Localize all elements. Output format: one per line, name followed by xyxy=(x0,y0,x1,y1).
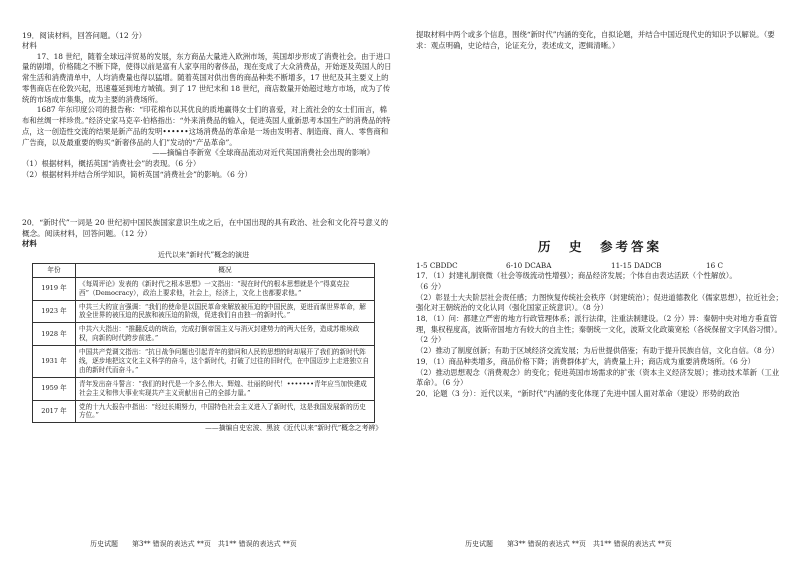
q19-paragraph-2: 1687 年东印度公司的报告称：“印花棉布以其优良的质地赢得女士们的喜爱，对上流社会的女士们而言，棉布和丝绸一样珍贵。”经济史家马克辛·伯格指出：“外来消费品的输入，促进英国人重新思考本国生产的消费品的特点，这一创造性交流的结果是新产品的发明••••••这场消费品的革命是一场由发明者、制造商、商人、零售商和广告商，以及最重要的购买“新奢侈品的人们”发动的“产品革命”。 xyxy=(22,105,391,147)
column-header-summary: 概况 xyxy=(76,263,375,277)
row-summary: 党的十九大报告中指出：“经过长期努力，中国特色社会主义进入了新时代，这是我国发展新的历史方位。” xyxy=(76,400,375,423)
row-year: 1919 年 xyxy=(33,277,76,300)
mc-group: 16 C xyxy=(706,260,723,270)
answer-line: 18．（1）问：都建立严密的地方行政管理体系；派行法律，注重法制建设。（2 分）异：秦朝中央对地方垂直管理，集权程度高，波斯帝国地方有较大的自主性；秦朝统一文化，波斯文化政策宽松（各统保留文字风俗习惯）。（2 分） xyxy=(416,313,782,345)
mc-group: 1-5 CBDDC xyxy=(416,260,458,270)
column-header-year: 年份 xyxy=(33,263,76,277)
table-header-row xyxy=(33,263,375,277)
row-year: 1959 年 xyxy=(33,377,76,400)
row-summary: 中共三大的宣言强调：“我们的使命是以国民革命来解放被压迫的中国民族，更进而谋世界革命，解放全世界的被压迫的民族和被压迫的阶级，促进我们自由独一的新时代。” xyxy=(76,300,375,323)
row-summary: 青年发出奋斗誓言：“我们的时代是一个多么伟大、辉煌、壮丽的时代！•••••••青年应当加快建成社会主义和伟大事业实现共产主义贡献出自己的全部力量。” xyxy=(76,377,375,400)
answer-line: （2）彰显士大夫阶层社会责任感；力图恢复传统社会秩序（封建统治）；促进道德教化（儒家思想），拉近社会；强化对王朝统治的文化认同（强化国家正统意识）。（8 分） xyxy=(416,292,783,313)
row-summary: 中共六大指出：“推翻反动的统治，完成打倒帝国主义与消灭封建势力的两大任务，造成苏维埃政权，向新的时代跨步前进。” xyxy=(76,323,375,346)
row-year: 1931 年 xyxy=(33,346,76,378)
left-page xyxy=(22,30,394,434)
page-footer-right: 历史试题 第3** 错误的表达式 **页 共1** 错误的表达式 **页 xyxy=(465,540,672,548)
q19-attribution: ——摘编自李新宽《全球商品流动对近代英国消费社会出现的影响》 xyxy=(152,148,374,158)
row-summary: 《每周评论》发表的《新时代之根本思想》一文指出：“现在时代的根本思想就是个“得莫克拉西”（Democracy），政治上要求他，社会上，经济上，文化上也都要求他。” xyxy=(76,277,375,300)
answer-key-title: 历 史 参考答案 xyxy=(537,239,662,255)
row-year: 1928 年 xyxy=(33,323,76,346)
table-attribution: ——摘编自史宏波、黑波《近代以来“新时代”概念之考辨》 xyxy=(205,424,382,433)
q20-task: 提取材料中两个或多个信息，围绕“新时代”内涵的变化，自拟论题，并结合中国近现代史的知识予以解说。（要求：观点明确，史论结合，论证充分，表述成文，逻辑清晰。） xyxy=(416,30,775,50)
q19-subquestion-1: （1）根据材料，概括英国“消费社会”的表现。（6 分） xyxy=(22,159,201,169)
question-19-header: 19．阅读材料，回答问题。（12 分） xyxy=(22,31,147,40)
table-row xyxy=(33,400,375,423)
multiple-choice-answers xyxy=(416,261,784,271)
table-row xyxy=(33,377,375,400)
answer-line: （2）推动思想观念（消费观念）的变化；促进英国市场需求的扩张（资本主义经济发展）；推动技术革新（工业革命）。（6 分） xyxy=(416,367,780,388)
table-row xyxy=(33,323,375,346)
answer-line: （2）推动了制度创新；有助于区域经济交流发展；为后世提供借鉴；有助于提升民族自信，文化自信。（8 分） xyxy=(416,346,779,356)
table-caption: 近代以来“新时代”概念的演进 xyxy=(157,251,250,260)
mc-group: 11-15 DADCB xyxy=(611,260,662,270)
answer-line: 20．论题（3 分）：近代以来，“新时代”内涵的变化体现了先进中国人面对革命（建设）形势的政治 xyxy=(416,389,740,399)
answer-line: 19．（1）商品种类增多，商品价格下降；消费群体扩大，消费量上升；商店成为重要消费场所。（6 分） xyxy=(416,356,755,366)
table-row xyxy=(33,300,375,323)
new-era-concept-table xyxy=(32,251,375,423)
material-label: 材料 xyxy=(22,238,37,248)
answer-line: （6 分） xyxy=(416,281,446,291)
right-page xyxy=(416,30,784,400)
table-row xyxy=(33,346,375,378)
question-20-intro: 20．“新时代”一词是 20 世纪初中国民族国家意识生成之后，在中国出现的具有政治、社会和文化符号意义的概念。阅读材料，回答问题。（12 分） xyxy=(22,217,389,238)
q19-paragraph-1: 17、18 世纪，随着全球远洋贸易的发展，东方商品大量进入欧洲市场，英国却步形成了消费社会。由于进口量的剧增，价格随之不断下降，使得以前是富有人家享用的奢侈品，现在变成了大众消费品，开始逐及英国人的日常生活和消费清单中，人均消费量也得以猛增。随着英国对供出售的商品种类不断增多，17 世纪及其主要义上的零售商店在伦敦兴起，迅速蔓延到地方城镇。到了 17 世纪末和 18 世纪，商店数量开始超过地方市场，成为了传统的市场成市集集，成为主要的消费场所。 xyxy=(22,51,392,104)
mc-group: 6-10 DCABA xyxy=(506,260,552,270)
row-year: 2017 年 xyxy=(33,400,76,423)
row-year: 1923 年 xyxy=(33,300,76,323)
answer-line: 17．（1）封建礼制衰微（社会等级流动性增强）；商品经济发展；个体自由表达活跃（个性解放）。 xyxy=(416,271,737,281)
row-summary: 中国共产党调文指出：“抗日战争问题也引起青年的猎问和人民的思想的时却展开了我们的新时代阵线，逐步地把这文化主义科学的奋斗，这个新时代，打破了过往的旧时代，在中国迈步上走进独立自由的新时代而奋斗。” xyxy=(76,346,375,378)
table-row xyxy=(33,277,375,300)
material-label: 材料 xyxy=(22,41,37,50)
q19-subquestion-2: （2）根据材料并结合所学知识，简析英国“消费社会”的影响。（6 分） xyxy=(22,169,252,179)
page-footer-left: 历史试题 第3** 错误的表达式 **页 共1** 错误的表达式 **页 xyxy=(90,540,297,548)
